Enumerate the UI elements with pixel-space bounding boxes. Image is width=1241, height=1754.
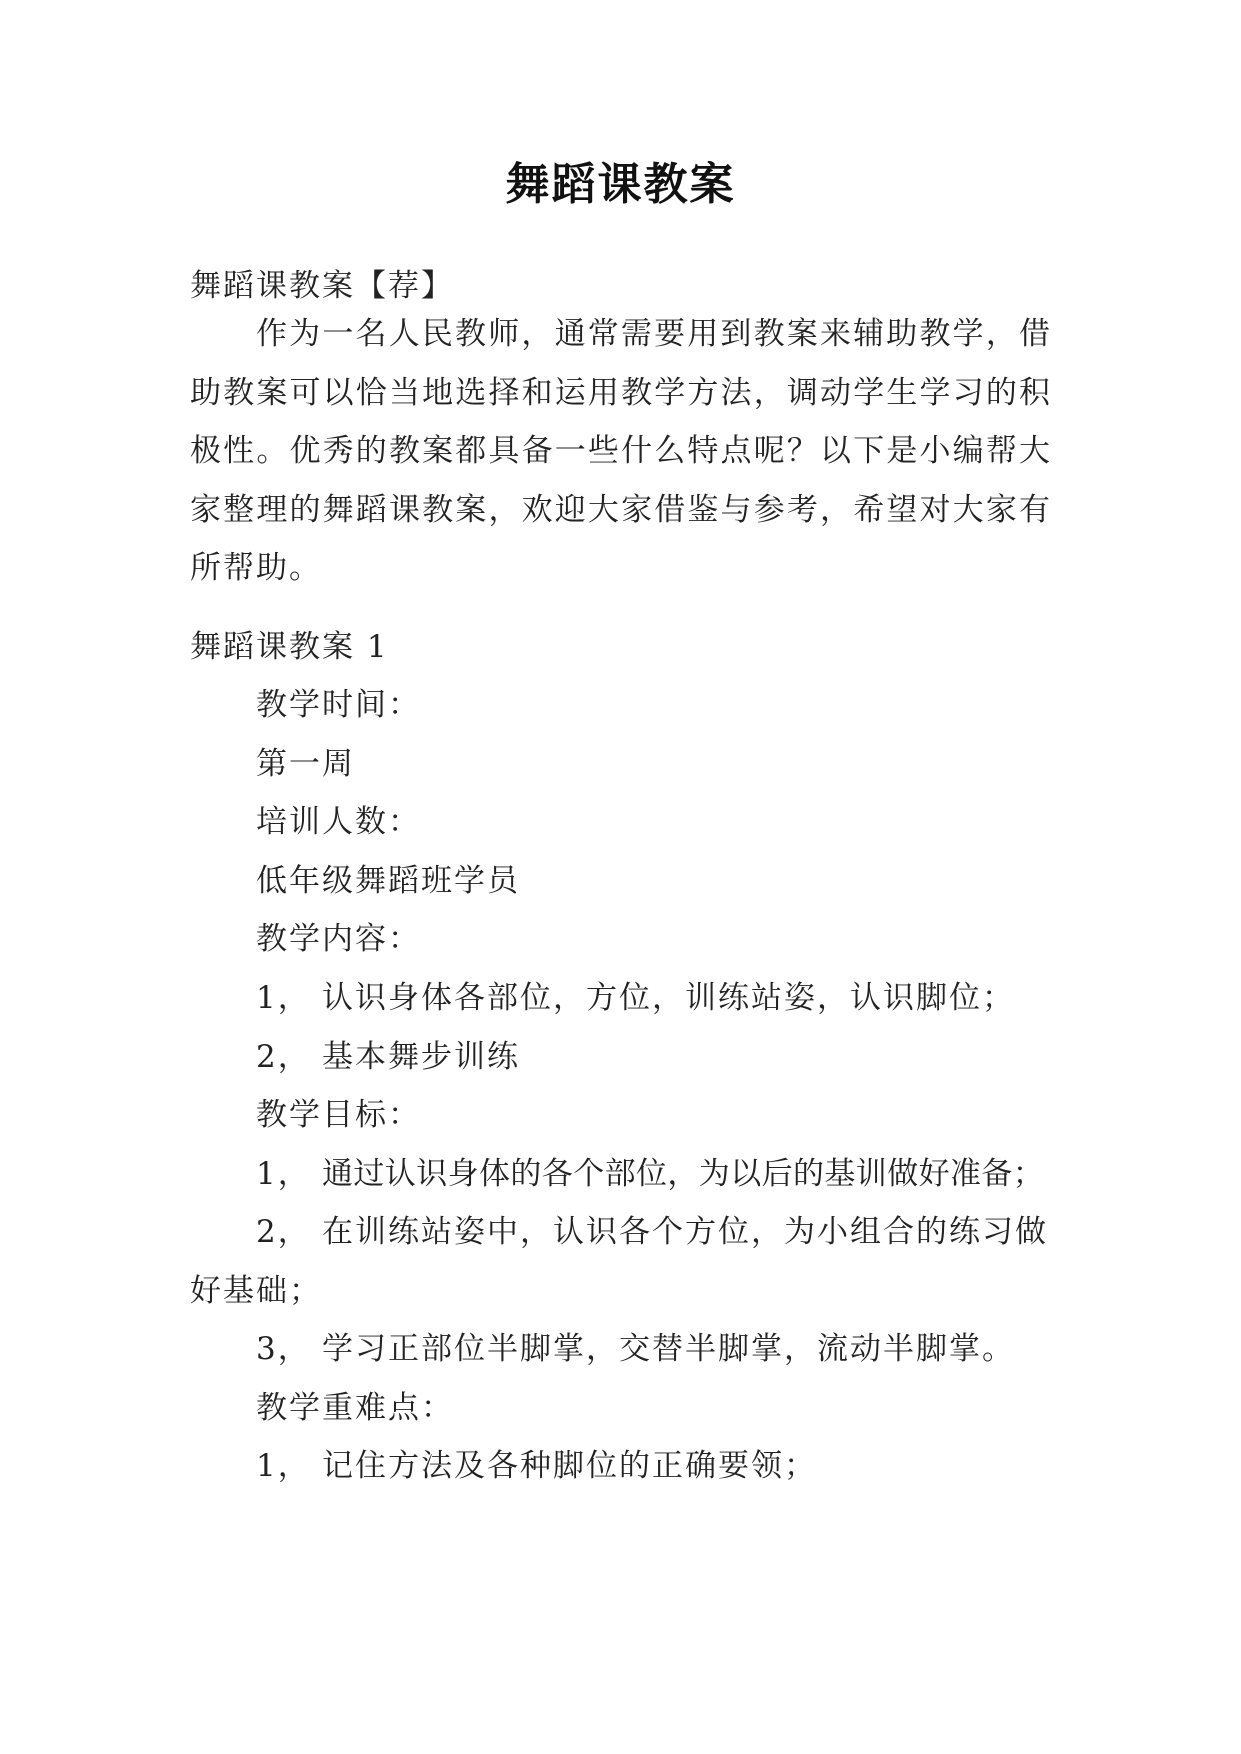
goal-item-continuation: 好基础；: [190, 1273, 322, 1309]
list-text: 基本舞步训练: [322, 1039, 520, 1075]
goal-item: [256, 1320, 1116, 1379]
intro-paragraph: 作为一名人民教师，通常需要用到教案来辅助教学，借助教案可以恰当地选择和运用教学方法，调动学生学习的积极性。优秀的教案都具备一些什么特点呢？以下是小编帮大家整理的舞蹈课教案，欢迎大家借鉴与参考，希望对大家有所帮助。: [190, 316, 1052, 587]
content-item: [256, 1028, 1116, 1087]
goal-label: 教学目标：: [256, 1097, 421, 1133]
document-subtitle: 舞蹈课教案【荐】: [190, 268, 454, 304]
people-label: 培训人数：: [256, 804, 421, 840]
list-text: 认识身体各部位，方位，训练站姿，认识脚位；: [322, 980, 1015, 1016]
key-label: 教学重难点：: [256, 1390, 454, 1426]
list-number: 2，: [256, 1039, 311, 1075]
list-number: 1，: [256, 1156, 311, 1192]
list-text: 记住方法及各种脚位的正确要领；: [322, 1448, 817, 1484]
key-item: [256, 1437, 1116, 1496]
time-label: 教学时间：: [256, 687, 421, 723]
list-number: 2，: [256, 1214, 311, 1250]
goal-item: [256, 1145, 1116, 1204]
list-number: 1，: [256, 980, 311, 1016]
people-value: 低年级舞蹈班学员: [256, 863, 520, 899]
list-number: 1，: [256, 1448, 311, 1484]
goal-item: [256, 1203, 1116, 1262]
section-heading: 舞蹈课教案 1: [190, 629, 389, 665]
content-item: [256, 969, 1116, 1028]
list-text: 通过认识身体的各个部位，为以后的基训做好准备；: [322, 1156, 1045, 1192]
list-number: 3，: [256, 1331, 311, 1367]
list-text: 在训练站姿中，认识各个方位，为小组合的练习做: [322, 1214, 1048, 1250]
document-title: 舞蹈课教案: [505, 159, 736, 210]
content-label: 教学内容：: [256, 921, 421, 957]
time-value: 第一周: [256, 746, 355, 782]
list-text: 学习正部位半脚掌，交替半脚掌，流动半脚掌。: [322, 1331, 1015, 1367]
